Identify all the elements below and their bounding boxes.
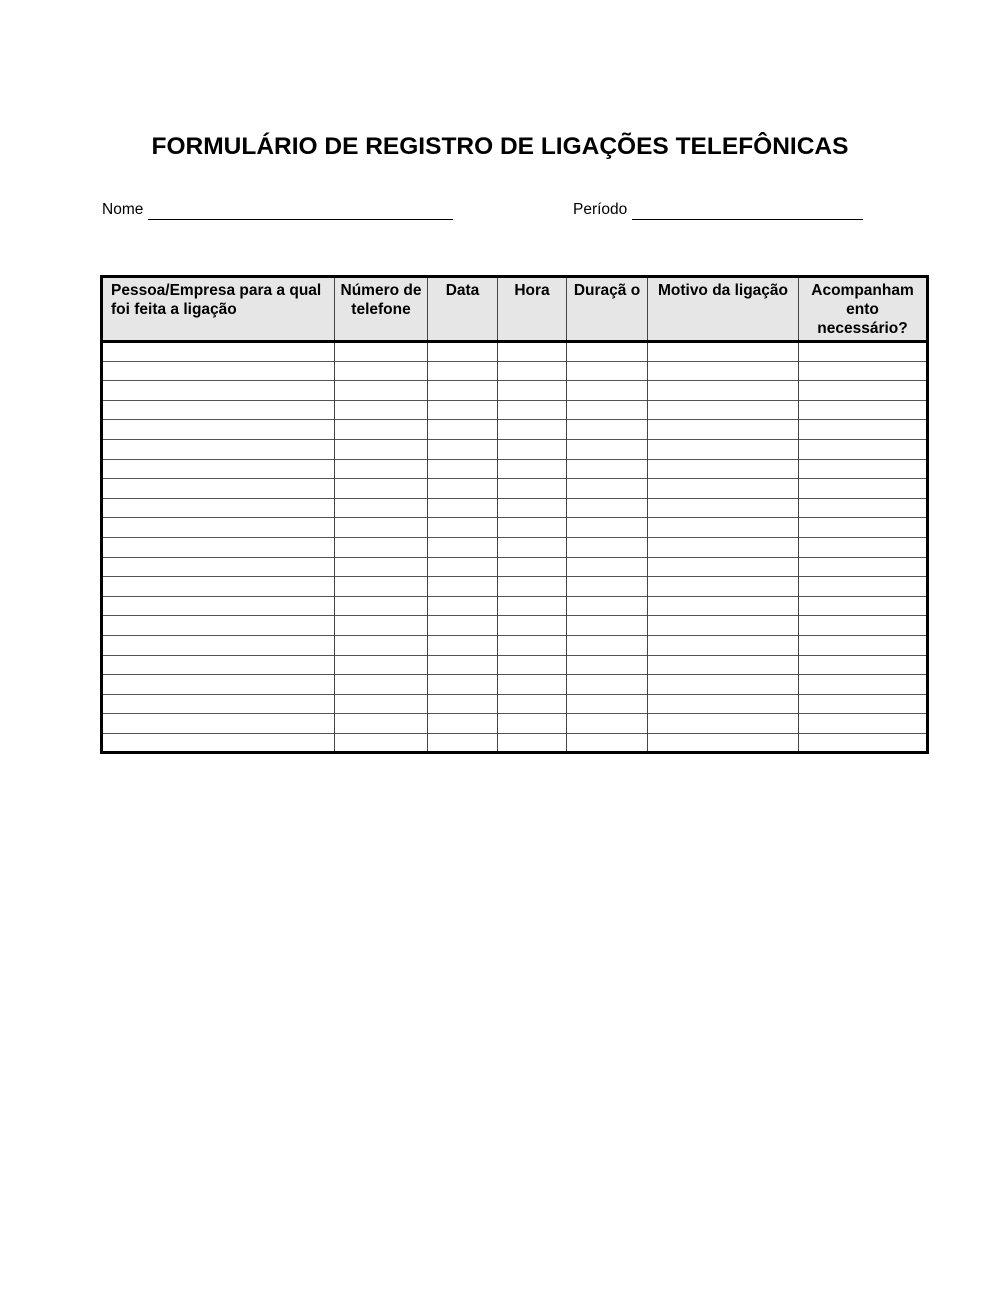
cell-date[interactable] [428, 635, 498, 655]
cell-call-reason[interactable] [648, 459, 799, 479]
cell-person-company[interactable] [102, 655, 335, 675]
cell-phone-number[interactable] [335, 733, 428, 753]
cell-phone-number[interactable] [335, 577, 428, 597]
cell-date[interactable] [428, 675, 498, 695]
col-header-person-company: Pessoa/Empresa para a qual foi feita a ligação [102, 277, 335, 342]
cell-time[interactable] [498, 596, 567, 616]
cell-follow-up[interactable] [799, 498, 928, 518]
cell-time[interactable] [498, 400, 567, 420]
cell-date[interactable] [428, 400, 498, 420]
name-label: Nome [102, 201, 144, 218]
cell-duration[interactable] [567, 675, 648, 695]
cell-date[interactable] [428, 733, 498, 753]
table-row [102, 694, 928, 714]
cell-time[interactable] [498, 420, 567, 440]
cell-duration[interactable] [567, 439, 648, 459]
cell-person-company[interactable] [102, 635, 335, 655]
cell-person-company[interactable] [102, 518, 335, 538]
table-row [102, 400, 928, 420]
cell-call-reason[interactable] [648, 616, 799, 636]
cell-person-company[interactable] [102, 342, 335, 362]
cell-call-reason[interactable] [648, 655, 799, 675]
cell-duration[interactable] [567, 479, 648, 499]
cell-duration[interactable] [567, 537, 648, 557]
cell-call-reason[interactable] [648, 733, 799, 753]
table-row [102, 596, 928, 616]
cell-date[interactable] [428, 596, 498, 616]
cell-phone-number[interactable] [335, 459, 428, 479]
cell-follow-up[interactable] [799, 420, 928, 440]
cell-time[interactable] [498, 498, 567, 518]
cell-duration[interactable] [567, 400, 648, 420]
cell-person-company[interactable] [102, 537, 335, 557]
cell-date[interactable] [428, 498, 498, 518]
cell-person-company[interactable] [102, 420, 335, 440]
cell-follow-up[interactable] [799, 518, 928, 538]
col-header-time: Hora [498, 277, 567, 342]
cell-person-company[interactable] [102, 694, 335, 714]
cell-date[interactable] [428, 714, 498, 734]
cell-follow-up[interactable] [799, 361, 928, 381]
cell-phone-number[interactable] [335, 596, 428, 616]
cell-call-reason[interactable] [648, 400, 799, 420]
cell-time[interactable] [498, 459, 567, 479]
col-header-call-reason: Motivo da ligação [648, 277, 799, 342]
cell-time[interactable] [498, 381, 567, 401]
table-row [102, 439, 928, 459]
cell-duration[interactable] [567, 596, 648, 616]
cell-phone-number[interactable] [335, 381, 428, 401]
cell-phone-number[interactable] [335, 342, 428, 362]
cell-call-reason[interactable] [648, 361, 799, 381]
cell-call-reason[interactable] [648, 537, 799, 557]
cell-follow-up[interactable] [799, 714, 928, 734]
cell-call-reason[interactable] [648, 694, 799, 714]
cell-follow-up[interactable] [799, 616, 928, 636]
cell-duration[interactable] [567, 694, 648, 714]
cell-person-company[interactable] [102, 596, 335, 616]
cell-time[interactable] [498, 635, 567, 655]
col-header-phone-number: Número de telefone [335, 277, 428, 342]
cell-person-company[interactable] [102, 577, 335, 597]
cell-call-reason[interactable] [648, 557, 799, 577]
cell-call-reason[interactable] [648, 675, 799, 695]
cell-follow-up[interactable] [799, 479, 928, 499]
cell-date[interactable] [428, 655, 498, 675]
cell-date[interactable] [428, 479, 498, 499]
cell-follow-up[interactable] [799, 381, 928, 401]
cell-follow-up[interactable] [799, 733, 928, 753]
table-row [102, 459, 928, 479]
cell-date[interactable] [428, 361, 498, 381]
cell-date[interactable] [428, 342, 498, 362]
call-log-table [100, 275, 929, 754]
cell-call-reason[interactable] [648, 342, 799, 362]
period-input-line[interactable] [632, 204, 863, 220]
table-row [102, 420, 928, 440]
page-title: FORMULÁRIO DE REGISTRO DE LIGAÇÕES TELEFÔNICAS [151, 133, 849, 160]
table-row [102, 557, 928, 577]
cell-follow-up[interactable] [799, 439, 928, 459]
cell-person-company[interactable] [102, 733, 335, 753]
cell-date[interactable] [428, 381, 498, 401]
cell-follow-up[interactable] [799, 342, 928, 362]
table-row [102, 733, 928, 753]
table-row [102, 479, 928, 499]
cell-duration[interactable] [567, 616, 648, 636]
cell-time[interactable] [498, 342, 567, 362]
cell-duration[interactable] [567, 733, 648, 753]
cell-person-company[interactable] [102, 361, 335, 381]
period-label: Período [573, 201, 628, 218]
cell-duration[interactable] [567, 420, 648, 440]
col-header-duration: Duraçã o [567, 277, 648, 342]
table-header-row [102, 277, 928, 342]
cell-follow-up[interactable] [799, 694, 928, 714]
cell-phone-number[interactable] [335, 537, 428, 557]
table-row [102, 381, 928, 401]
table-row [102, 577, 928, 597]
cell-duration[interactable] [567, 635, 648, 655]
cell-phone-number[interactable] [335, 675, 428, 695]
cell-person-company[interactable] [102, 557, 335, 577]
cell-phone-number[interactable] [335, 518, 428, 538]
cell-time[interactable] [498, 361, 567, 381]
cell-date[interactable] [428, 694, 498, 714]
cell-phone-number[interactable] [335, 479, 428, 499]
table-row [102, 361, 928, 381]
table-row [102, 537, 928, 557]
period-field [573, 200, 863, 220]
table-row [102, 675, 928, 695]
cell-phone-number[interactable] [335, 557, 428, 577]
cell-call-reason[interactable] [648, 381, 799, 401]
cell-duration[interactable] [567, 518, 648, 538]
cell-call-reason[interactable] [648, 596, 799, 616]
cell-person-company[interactable] [102, 459, 335, 479]
cell-call-reason[interactable] [648, 577, 799, 597]
cell-time[interactable] [498, 537, 567, 557]
cell-duration[interactable] [567, 498, 648, 518]
cell-time[interactable] [498, 616, 567, 636]
cell-person-company[interactable] [102, 439, 335, 459]
table-row [102, 655, 928, 675]
cell-time[interactable] [498, 733, 567, 753]
cell-time[interactable] [498, 479, 567, 499]
cell-call-reason[interactable] [648, 498, 799, 518]
cell-date[interactable] [428, 577, 498, 597]
cell-time[interactable] [498, 557, 567, 577]
cell-call-reason[interactable] [648, 439, 799, 459]
cell-follow-up[interactable] [799, 655, 928, 675]
cell-date[interactable] [428, 557, 498, 577]
name-input-line[interactable] [148, 204, 453, 220]
cell-call-reason[interactable] [648, 635, 799, 655]
table-body [102, 342, 928, 753]
cell-time[interactable] [498, 694, 567, 714]
cell-person-company[interactable] [102, 616, 335, 636]
cell-time[interactable] [498, 577, 567, 597]
cell-phone-number[interactable] [335, 616, 428, 636]
col-header-date: Data [428, 277, 498, 342]
col-header-follow-up: Acompanham ento necessário? [799, 277, 928, 342]
cell-phone-number[interactable] [335, 655, 428, 675]
cell-duration[interactable] [567, 577, 648, 597]
cell-call-reason[interactable] [648, 479, 799, 499]
cell-phone-number[interactable] [335, 361, 428, 381]
cell-phone-number[interactable] [335, 420, 428, 440]
cell-person-company[interactable] [102, 714, 335, 734]
cell-person-company[interactable] [102, 381, 335, 401]
cell-follow-up[interactable] [799, 537, 928, 557]
cell-duration[interactable] [567, 342, 648, 362]
table-row [102, 498, 928, 518]
cell-call-reason[interactable] [648, 420, 799, 440]
table-row [102, 518, 928, 538]
cell-date[interactable] [428, 518, 498, 538]
cell-person-company[interactable] [102, 479, 335, 499]
cell-duration[interactable] [567, 557, 648, 577]
cell-person-company[interactable] [102, 675, 335, 695]
cell-phone-number[interactable] [335, 694, 428, 714]
cell-call-reason[interactable] [648, 714, 799, 734]
table-row [102, 342, 928, 362]
cell-date[interactable] [428, 616, 498, 636]
cell-time[interactable] [498, 518, 567, 538]
cell-time[interactable] [498, 714, 567, 734]
cell-date[interactable] [428, 439, 498, 459]
cell-duration[interactable] [567, 655, 648, 675]
cell-duration[interactable] [567, 381, 648, 401]
cell-follow-up[interactable] [799, 635, 928, 655]
cell-follow-up[interactable] [799, 675, 928, 695]
cell-person-company[interactable] [102, 400, 335, 420]
cell-follow-up[interactable] [799, 557, 928, 577]
cell-time[interactable] [498, 655, 567, 675]
cell-call-reason[interactable] [648, 518, 799, 538]
cell-follow-up[interactable] [799, 577, 928, 597]
cell-duration[interactable] [567, 714, 648, 734]
cell-phone-number[interactable] [335, 714, 428, 734]
cell-date[interactable] [428, 420, 498, 440]
cell-follow-up[interactable] [799, 400, 928, 420]
table-row [102, 616, 928, 636]
cell-duration[interactable] [567, 361, 648, 381]
cell-time[interactable] [498, 675, 567, 695]
cell-date[interactable] [428, 459, 498, 479]
name-field [102, 200, 453, 220]
cell-phone-number[interactable] [335, 498, 428, 518]
cell-date[interactable] [428, 537, 498, 557]
cell-time[interactable] [498, 439, 567, 459]
cell-follow-up[interactable] [799, 459, 928, 479]
cell-phone-number[interactable] [335, 400, 428, 420]
table-row [102, 635, 928, 655]
cell-follow-up[interactable] [799, 596, 928, 616]
cell-phone-number[interactable] [335, 635, 428, 655]
cell-person-company[interactable] [102, 498, 335, 518]
cell-duration[interactable] [567, 459, 648, 479]
cell-phone-number[interactable] [335, 439, 428, 459]
table-row [102, 714, 928, 734]
